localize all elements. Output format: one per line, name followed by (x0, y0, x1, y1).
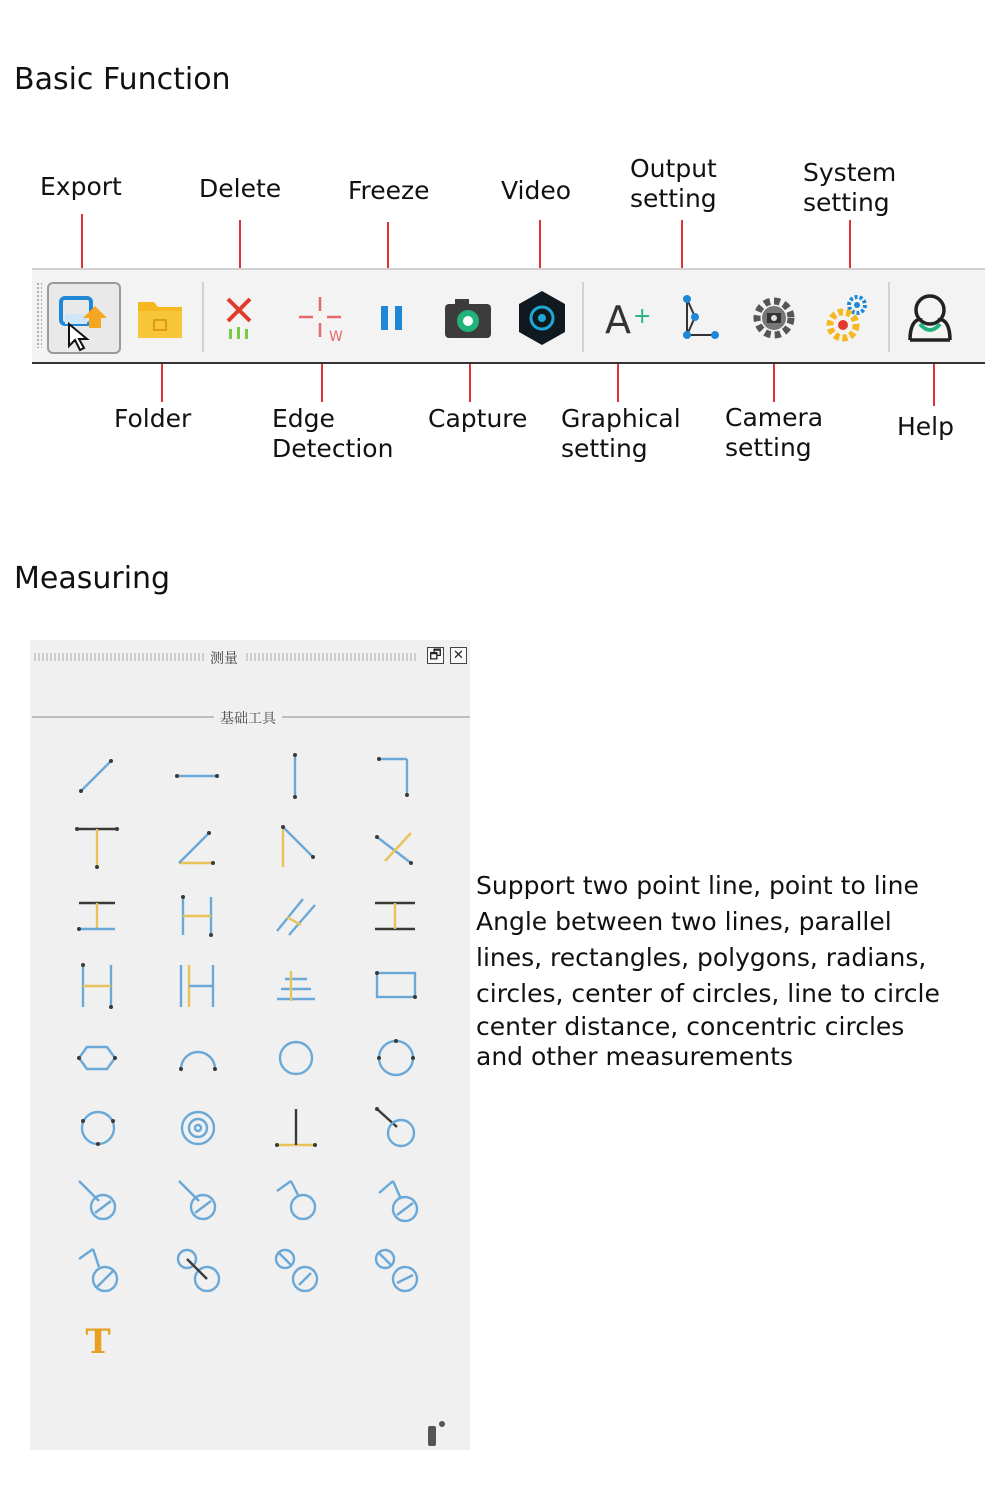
parallel-vertical-icon (173, 891, 223, 941)
line-to-circle-center-a-icon (73, 1175, 123, 1225)
export-button[interactable] (47, 282, 121, 354)
circle-3-point-tool[interactable] (364, 1028, 428, 1088)
circle-3-point-icon (371, 1033, 421, 1083)
line-to-circle-center-e-tool[interactable] (66, 1240, 130, 1300)
help-label: Help (897, 412, 954, 441)
system-setting-icon (821, 289, 875, 347)
circle-tool[interactable] (264, 1028, 328, 1088)
point-to-baseline-icon (271, 1103, 321, 1153)
corner-line-icon (371, 751, 421, 801)
rectangle-tool[interactable] (364, 956, 428, 1016)
corner-line-tool[interactable] (364, 746, 428, 806)
parallel-diagonal-icon (271, 891, 321, 941)
angle-two-lines-icon (271, 821, 321, 871)
description-line: circles, center of circles, line to circle (476, 979, 940, 1008)
multi-line-icon (271, 961, 321, 1011)
polygon-icon (73, 1033, 123, 1083)
toolbar-separator (582, 282, 584, 352)
camera-setting-button[interactable] (742, 286, 806, 350)
arc-icon (173, 1033, 223, 1083)
help-button[interactable] (898, 286, 962, 350)
folder-icon (134, 294, 186, 342)
edge-detection-label: Edge Detection (272, 404, 394, 463)
folder-button[interactable] (128, 286, 192, 350)
line-to-circle-icon (371, 1103, 421, 1153)
arc-tool[interactable] (166, 1028, 230, 1088)
angle-two-lines-tool[interactable] (264, 816, 328, 876)
line-to-circle-center-a-tool[interactable] (66, 1170, 130, 1230)
line-to-circle-center-c-icon (271, 1175, 321, 1225)
rectangle-icon (371, 961, 421, 1011)
line-to-circle-center-d-icon (371, 1175, 421, 1225)
circle-icon (271, 1033, 321, 1083)
point-to-baseline-tool[interactable] (264, 1098, 328, 1158)
description-line: lines, rectangles, polygons, radians, (476, 943, 927, 972)
horizontal-line-icon (173, 751, 223, 801)
concentric-circles-tool[interactable] (166, 1098, 230, 1158)
line-to-circle-tool[interactable] (364, 1098, 428, 1158)
close-button[interactable]: ✕ (450, 647, 467, 664)
two-point-line-tool[interactable] (66, 746, 130, 806)
description-line: Support two point line, point to line (476, 871, 919, 900)
circle-to-circle-c-tool[interactable] (364, 1240, 428, 1300)
camera-setting-label: Camera setting (725, 403, 824, 462)
parallel-wide-tool[interactable] (364, 886, 428, 946)
restore-button[interactable]: 🗗 (427, 647, 444, 664)
multi-line-tool[interactable] (264, 956, 328, 1016)
circle-to-circle-b-icon (271, 1245, 321, 1295)
resize-grip[interactable] (424, 1418, 444, 1448)
capture-button[interactable] (436, 286, 500, 350)
graphical-setting-icon (597, 293, 651, 343)
polygon-tool[interactable] (66, 1028, 130, 1088)
two-point-line-icon (73, 751, 123, 801)
output-setting-icon (671, 291, 725, 345)
double-parallel-vertical-tool[interactable] (66, 956, 130, 1016)
graphical-setting-button[interactable] (592, 286, 656, 350)
export-icon (49, 284, 119, 352)
capture-label: Capture (428, 404, 528, 433)
help-icon (900, 288, 960, 348)
freeze-button[interactable] (360, 286, 424, 350)
line-to-circle-center-b-tool[interactable] (166, 1170, 230, 1230)
text-tool-icon: T (85, 1322, 111, 1362)
grip-icon (424, 1418, 448, 1448)
circle-to-circle-c-icon (371, 1245, 421, 1295)
delete-button[interactable] (208, 286, 272, 350)
freeze-label: Freeze (348, 176, 430, 205)
panel-grip[interactable] (246, 653, 418, 661)
video-label: Video (501, 176, 572, 205)
graphical-setting-label: Graphical setting (561, 404, 681, 463)
line-to-circle-center-c-tool[interactable] (264, 1170, 328, 1230)
circle-multi-point-tool[interactable] (66, 1098, 130, 1158)
triple-parallel-icon (173, 961, 223, 1011)
point-to-line-icon (73, 821, 123, 871)
panel-grip[interactable] (34, 653, 204, 661)
vertical-line-icon (271, 751, 321, 801)
edge-detection-button[interactable] (288, 286, 352, 350)
circle-to-circle-a-tool[interactable] (166, 1240, 230, 1300)
perpendicular-lines-tool[interactable] (364, 816, 428, 876)
camera-setting-icon (746, 290, 802, 346)
folder-label: Folder (114, 404, 192, 433)
delete-label: Delete (199, 174, 282, 203)
capture-icon (441, 294, 495, 342)
measuring-heading: Measuring (14, 561, 171, 596)
svg-text:W: W (329, 329, 343, 343)
system-setting-label: System setting (803, 158, 897, 217)
angle-tool[interactable] (166, 816, 230, 876)
horizontal-line-tool[interactable] (166, 746, 230, 806)
freeze-icon (372, 298, 412, 338)
text-tool[interactable] (66, 1312, 130, 1372)
parallel-horizontal-tool[interactable] (66, 886, 130, 946)
description-line: and other measurements (476, 1042, 793, 1071)
circle-to-circle-b-tool[interactable] (264, 1240, 328, 1300)
line-to-circle-center-e-icon (73, 1245, 123, 1295)
toolbar-grip[interactable] (36, 282, 42, 348)
line-to-circle-center-b-icon (173, 1175, 223, 1225)
double-parallel-vertical-icon (73, 961, 123, 1011)
svg-text:A: A (605, 298, 631, 342)
circle-to-circle-a-icon (173, 1245, 223, 1295)
circle-multi-point-icon (73, 1103, 123, 1153)
basic-function-heading: Basic Function (14, 62, 231, 97)
parallel-horizontal-icon (73, 891, 123, 941)
toolbar-separator (888, 282, 890, 352)
export-label: Export (40, 172, 122, 201)
delete-icon (220, 293, 260, 343)
triple-parallel-tool[interactable] (166, 956, 230, 1016)
vertical-line-tool[interactable] (264, 746, 328, 806)
parallel-wide-icon (371, 891, 421, 941)
system-setting-button[interactable] (816, 286, 880, 350)
angle-icon (173, 821, 223, 871)
measuring-description (476, 868, 976, 1072)
description-line: center distance, concentric circles (476, 1012, 905, 1041)
parallel-vertical-tool[interactable] (166, 886, 230, 946)
group-title: 基础工具 (214, 708, 282, 728)
video-button[interactable] (510, 286, 574, 350)
output-setting-label: Output setting (630, 154, 717, 213)
edge-detection-icon (295, 293, 345, 343)
description-line: Angle between two lines, parallel (476, 907, 892, 936)
video-icon (515, 289, 569, 347)
toolbar-separator (202, 282, 204, 352)
svg-text:+: + (633, 304, 651, 329)
concentric-circles-icon (173, 1103, 223, 1153)
parallel-diagonal-tool[interactable] (264, 886, 328, 946)
output-setting-button[interactable] (666, 286, 730, 350)
panel-title: 测量 (210, 651, 238, 667)
perpendicular-lines-icon (371, 821, 421, 871)
point-to-line-tool[interactable] (66, 816, 130, 876)
line-to-circle-center-d-tool[interactable] (364, 1170, 428, 1230)
